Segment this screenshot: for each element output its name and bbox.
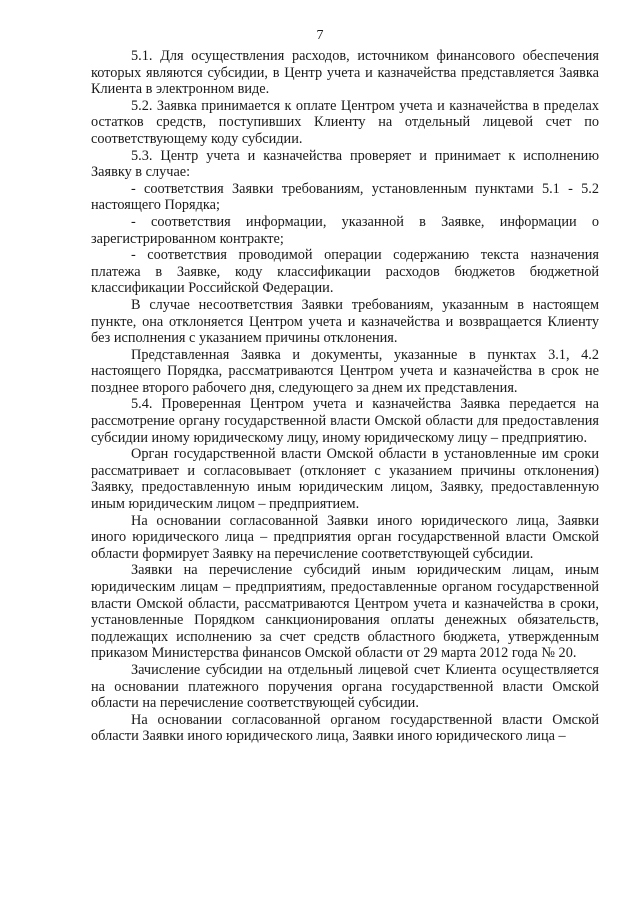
list-item-payment-purpose: - соответствия проводимой операции содержанию текста назначения платежа в Заявке, коду классификации расходов бюджетов бюджетной классификации Российской Федерации. [91,247,599,297]
paragraph-review-term: Представленная Заявка и документы, указанные в пунктах 3.1, 4.2 настоящего Порядка, рассматриваются Центром учета и казначейства в срок не позднее второго рабочего дня, следующего за днем их представления. [91,346,599,396]
paragraph-5-3: 5.3. Центр учета и казначейства проверяет и принимает к исполнению Заявку в случае: [91,147,599,181]
document-body [91,48,599,745]
paragraph-authority-review: Орган государственной власти Омской области в установленные им сроки рассматривает и согласовывает (отклоняет с указанием причины отклонения) Заявку, предоставленную иным юридическим лицом, Заявку, предоставленную иным юридическим лицом – предприятием. [91,446,599,513]
paragraph-subsidy-requests: Заявки на перечисление субсидий иным юридическим лицам, иным юридическим лицам – предприятиям, предоставленные органом государственной власти Омской области, рассматриваются Центром учета и казначейства в сроки, установленные Порядком санкционирования оплаты денежных обязательств, подлежащих исполнению за счет средств областного бюджета, утвержденным приказом Министерства финансов Омской области от 29 марта 2012 года № 20. [91,562,599,662]
paragraph-authority-forms: На основании согласованной Заявки иного юридического лица, Заявки иного юридического лица – предприятия орган государственной власти Омской области формирует Заявку на перечисление соответствующей субсидии. [91,512,599,562]
paragraph-crediting: Зачисление субсидии на отдельный лицевой счет Клиента осуществляется на основании платежного поручения органа государственной власти Омской области на перечисление соответствующей субсидии. [91,661,599,712]
list-item-contract-info: - соответствия информации, указанной в Заявке, информации о зарегистрированном контракте; [91,213,599,247]
paragraph-continuation: На основании согласованной органом государственной власти Омской области Заявки иного юридического лица, Заявки иного юридического лица – [91,711,599,745]
paragraph-rejection: В случае несоответствия Заявки требованиям, указанным в настоящем пункте, она отклоняется Центром учета и казначейства и возвращается Клиенту без исполнения с указанием причины отклонения. [91,296,599,347]
list-item-requirements: - соответствия Заявки требованиям, установленным пунктами 5.1 - 5.2 настоящего Порядка; [91,180,599,214]
paragraph-5-1: 5.1. Для осуществления расходов, источником финансового обеспечения которых являются субсидии, в Центр учета и казначейства представляется Заявка Клиента в электронном виде. [91,48,599,98]
paragraph-5-4: 5.4. Проверенная Центром учета и казначейства Заявка передается на рассмотрение органу государственной власти Омской области для предоставления субсидии иному юридическому лицу, иному юридическому лицу – предприятию. [91,396,599,446]
page-number: 7 [316,28,324,43]
paragraph-5-2: 5.2. Заявка принимается к оплате Центром учета и казначейства в пределах остатков средств, поступивших Клиенту на отдельный лицевой счет по соответствующему коду субсидии. [91,97,599,147]
